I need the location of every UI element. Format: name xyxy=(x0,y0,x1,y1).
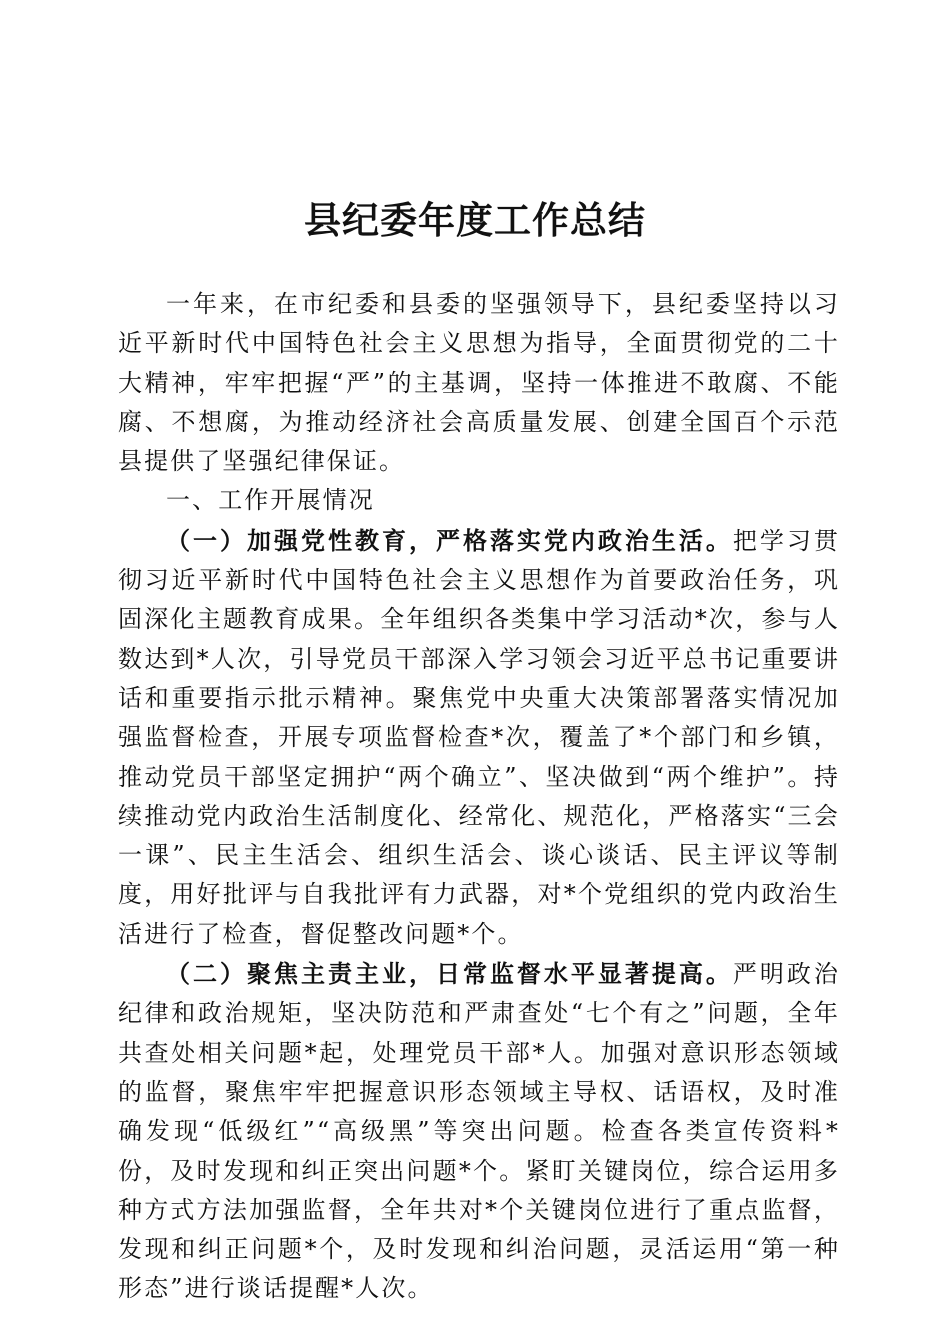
section-heading: 一、工作开展情况 xyxy=(166,486,375,515)
item-paragraph-1 xyxy=(118,521,840,954)
document-body xyxy=(118,285,840,1309)
document-title: 县纪委年度工作总结 xyxy=(304,198,646,242)
item-text-2: 严明政治纪律和政治规矩，坚决防范和严肃查处“七个有之”问题，全年共查处相关问题*起，处理党员干部*人。加强对意识形态领域的监督，聚焦牢牢把握意识形态领域主导权、话语权，及时准确发现“低级红”“高级黑”等突出问题。检查各类宣传资料*份，及时发现和纠正突出问题*个。紧盯关键岗位，综合运用多种方式方法加强监督，全年共对*个关键岗位进行了重点监督，发现和纠正问题*个，及时发现和纠治问题，灵活运用“第一种形态”进行谈话提醒*人次。 xyxy=(118,960,840,1303)
item-heading-2: （二）聚焦主责主业，日常监督水平显著提高。 xyxy=(166,959,733,989)
item-text-1: 把学习贯彻习近平新时代中国特色社会主义思想作为首要政治任务，巩固深化主题教育成果。全年组织各类集中学习活动*次，参与人数达到*人次，引导党员干部深入学习领会习近平总书记重要讲话和重要指示批示精神。聚焦党中央重大决策部署落实情况加强监督检查，开展专项监督检查*次，覆盖了*个部门和乡镇，推动党员干部坚定拥护“两个确立”、坚决做到“两个维护”。持续推动党内政治生活制度化、经常化、规范化，严格落实“三会一课”、民主生活会、组织生活会、谈心谈话、民主评议等制度，用好批评与自我批评有力武器，对*个党组织的党内政治生活进行了检查，督促整改问题*个。 xyxy=(118,526,840,948)
item-paragraph-2 xyxy=(118,954,840,1309)
item-heading-1: （一）加强党性教育，严格落实党内政治生活。 xyxy=(166,525,733,555)
intro-paragraph: 一年来，在市纪委和县委的坚强领导下，县纪委坚持以习近平新时代中国特色社会主义思想为指导，全面贯彻党的二十大精神，牢牢把握“严”的主基调，坚持一体推进不敢腐、不能腐、不想腐，为推动经济社会高质量发展、创建全国百个示范县提供了坚强纪律保证。 xyxy=(118,290,840,476)
